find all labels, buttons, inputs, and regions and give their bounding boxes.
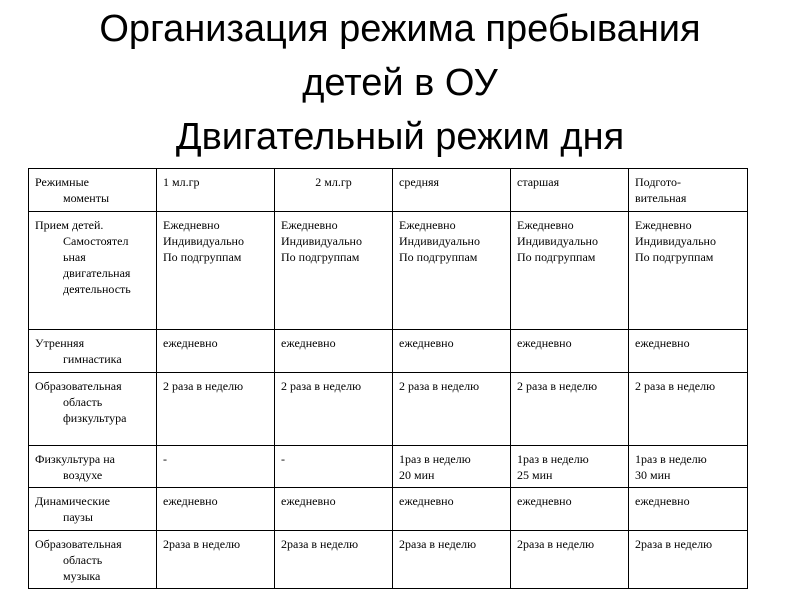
schedule-cell xyxy=(275,488,393,531)
cell-text-line: ежедневно xyxy=(399,336,454,350)
cell-text-line: ежедневно xyxy=(399,494,454,508)
cell-text-line: Физкультура на xyxy=(35,452,115,466)
cell-text-line: моменты xyxy=(63,191,110,205)
cell-text-line: Режимные xyxy=(35,175,89,189)
header-cell-group xyxy=(157,169,275,212)
header-cell-group xyxy=(511,169,629,212)
cell-text-line: 2 мл.гр xyxy=(315,175,352,189)
schedule-cell xyxy=(275,330,393,373)
schedule-cell xyxy=(629,373,748,446)
cell-text-line: Ежедневно xyxy=(635,218,692,232)
cell-text-line: - xyxy=(163,452,167,466)
cell-text-line: 2 раза в неделю xyxy=(163,379,244,393)
cell-text-line: Индивидуально xyxy=(399,234,480,248)
cell-text-line: 1раз в неделю xyxy=(399,452,471,466)
row-label-cell xyxy=(29,488,157,531)
cell-text-line: область xyxy=(63,395,103,409)
schedule-cell xyxy=(157,488,275,531)
schedule-cell xyxy=(393,373,511,446)
cell-text-line: 1 мл.гр xyxy=(163,175,200,189)
cell-text-line: - xyxy=(281,452,285,466)
header-cell-group xyxy=(629,169,748,212)
row-label-cell xyxy=(29,330,157,373)
cell-text-line: ежедневно xyxy=(635,494,690,508)
row-label-cell xyxy=(29,446,157,488)
cell-text-line: 25 мин xyxy=(517,468,553,482)
cell-text-line: вительная xyxy=(635,191,687,205)
schedule-cell xyxy=(511,488,629,531)
cell-text-line: 2 раза в неделю xyxy=(281,379,362,393)
cell-text-line: ежедневно xyxy=(635,336,690,350)
cell-text-line: область xyxy=(63,553,103,567)
cell-text-line: 1раз в неделю xyxy=(635,452,707,466)
cell-text-line: гимнастика xyxy=(63,352,122,366)
cell-text-line: 20 мин xyxy=(399,468,435,482)
cell-text-line: деятельность xyxy=(63,282,131,296)
row-label-cell xyxy=(29,531,157,589)
cell-text-line: ежедневно xyxy=(517,494,572,508)
schedule-cell xyxy=(393,330,511,373)
cell-text-line: Индивидуально xyxy=(163,234,244,248)
cell-text-line: По подгруппам xyxy=(635,250,714,264)
table-row xyxy=(29,330,748,373)
cell-text-line: музыка xyxy=(63,569,101,583)
cell-text-line: 30 мин xyxy=(635,468,671,482)
cell-text-line: По подгруппам xyxy=(281,250,360,264)
schedule-cell xyxy=(393,531,511,589)
cell-text-line: 2 раза в неделю xyxy=(517,379,598,393)
cell-text-line: 2раза в неделю xyxy=(163,537,241,551)
cell-text-line: Образовательная xyxy=(35,379,122,393)
cell-text-line: ежедневно xyxy=(163,494,218,508)
title-line-1: Организация режима пребывания xyxy=(99,8,701,50)
cell-text-line: средняя xyxy=(399,175,440,189)
cell-text-line: Динамические xyxy=(35,494,110,508)
cell-text-line: 2 раза в неделю xyxy=(399,379,480,393)
cell-text-line: 2раза в неделю xyxy=(517,537,595,551)
cell-text-line: По подгруппам xyxy=(163,250,242,264)
schedule-cell xyxy=(511,330,629,373)
schedule-cell xyxy=(511,373,629,446)
table-row xyxy=(29,446,748,488)
schedule-cell xyxy=(157,212,275,330)
schedule-cell xyxy=(275,373,393,446)
table-row xyxy=(29,531,748,589)
cell-text-line: Самостоятел xyxy=(63,234,129,248)
cell-text-line: 2раза в неделю xyxy=(281,537,359,551)
schedule-cell xyxy=(629,446,748,488)
header-cell-moments xyxy=(29,169,157,212)
cell-text-line: Ежедневно xyxy=(399,218,456,232)
header-cell-group xyxy=(275,169,393,212)
cell-text-line: Утренняя xyxy=(35,336,85,350)
cell-text-line: паузы xyxy=(63,510,93,524)
schedule-cell xyxy=(629,488,748,531)
schedule-cell xyxy=(393,212,511,330)
cell-text-line: Образовательная xyxy=(35,537,122,551)
cell-text-line: Подгото- xyxy=(635,175,681,189)
schedule-cell xyxy=(275,212,393,330)
cell-text-line: Индивидуально xyxy=(517,234,598,248)
slide-title xyxy=(0,0,800,164)
row-label-cell xyxy=(29,212,157,330)
schedule-cell xyxy=(157,446,275,488)
table-row xyxy=(29,488,748,531)
cell-text-line: 2раза в неделю xyxy=(399,537,477,551)
table-header-row xyxy=(29,169,748,212)
schedule-cell xyxy=(629,212,748,330)
cell-text-line: 1раз в неделю xyxy=(517,452,589,466)
schedule-cell xyxy=(157,330,275,373)
schedule-cell xyxy=(275,446,393,488)
table-row xyxy=(29,373,748,446)
cell-text-line: ежедневно xyxy=(163,336,218,350)
schedule-cell xyxy=(511,531,629,589)
header-cell-group xyxy=(393,169,511,212)
cell-text-line: ежедневно xyxy=(517,336,572,350)
title-line-3: Двигательный режим дня xyxy=(175,116,625,158)
cell-text-line: Ежедневно xyxy=(517,218,574,232)
row-label-cell xyxy=(29,373,157,446)
cell-text-line: 2раза в неделю xyxy=(635,537,713,551)
cell-text-line: Прием детей. xyxy=(35,218,104,232)
motor-regime-table xyxy=(28,168,748,589)
cell-text-line: Индивидуально xyxy=(635,234,716,248)
cell-text-line: Индивидуально xyxy=(281,234,362,248)
schedule-cell xyxy=(275,531,393,589)
cell-text-line: 2 раза в неделю xyxy=(635,379,716,393)
schedule-cell xyxy=(157,531,275,589)
schedule-cell xyxy=(629,330,748,373)
schedule-cell xyxy=(511,446,629,488)
schedule-cell xyxy=(157,373,275,446)
cell-text-line: физкультура xyxy=(63,411,127,425)
table-row xyxy=(29,212,748,330)
cell-text-line: По подгруппам xyxy=(517,250,596,264)
cell-text-line: старшая xyxy=(517,175,560,189)
cell-text-line: ежедневно xyxy=(281,494,336,508)
title-line-2: детей в ОУ xyxy=(302,62,498,104)
cell-text-line: Ежедневно xyxy=(281,218,338,232)
cell-text-line: воздухе xyxy=(63,468,103,482)
schedule-cell xyxy=(511,212,629,330)
cell-text-line: ьная xyxy=(63,250,86,264)
cell-text-line: ежедневно xyxy=(281,336,336,350)
cell-text-line: двигательная xyxy=(63,266,131,280)
cell-text-line: По подгруппам xyxy=(399,250,478,264)
schedule-cell xyxy=(393,446,511,488)
schedule-cell xyxy=(629,531,748,589)
cell-text-line: Ежедневно xyxy=(163,218,220,232)
schedule-cell xyxy=(393,488,511,531)
